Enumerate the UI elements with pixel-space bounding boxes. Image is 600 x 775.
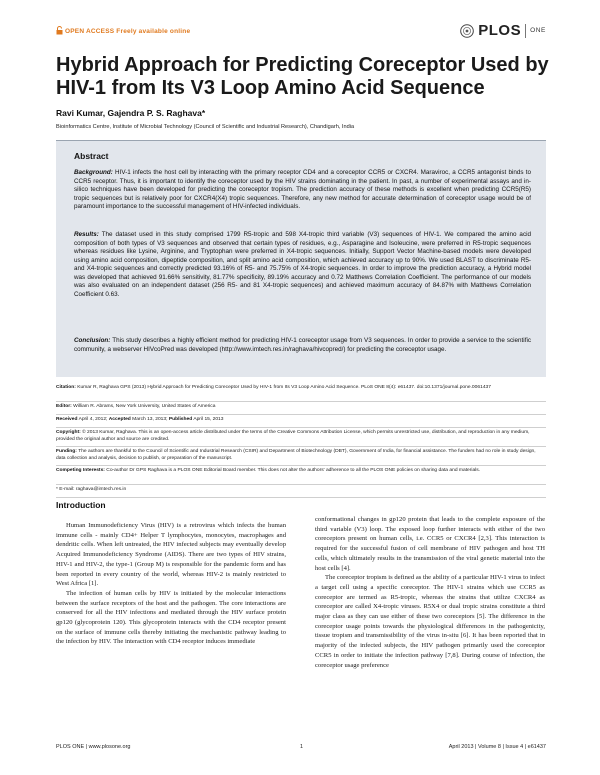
abstract-background: Background: HIV-1 infects the host cell by interacting with the primary receptor CD4 and a coreceptor CCR5 or CXCR4. Maraviroc, a CCR5 antagonist binds to CCR5 receptor. Thus, it is important to identify the coreceptor used by the HIV strains dominating in the patient. In past, a number of experimental assays and in-silico techniques have been developed for predicting the coreceptor tropism. The prediction accuracy of these methods is excellent when predicting CCR5(R5) tropic sequences but is relatively poor for CXCR4(X4) tropic sequences. Therefore, any new method for accurate determination of coreceptor usage would be of paramount importance to the successful management of HIV-infected individuals. (74, 169, 531, 211)
meta-divider (56, 427, 546, 428)
body-column-left (56, 521, 286, 647)
abstract-conclusion: Conclusion: This study describes a highly efficient method for predicting HIV-1 coreceptor usage from V3 sequences. In order to provide a service to the scientific community, a webserver HIVcoPred was developed (http://www.imtech.res.in/raghava/hivcopred/) for predicting the coreceptor usage. (74, 337, 531, 353)
brand-separator (525, 24, 526, 38)
email-line: * E-mail: raghava@imtech.res.in (56, 487, 127, 492)
abstract-box (56, 140, 546, 377)
plos-logo-icon (460, 24, 474, 38)
brand-name: PLOS (478, 22, 522, 39)
meta-divider (56, 497, 546, 498)
open-access-label: OPEN ACCESS Freely available online (56, 26, 190, 35)
open-access-lock-icon (56, 26, 63, 35)
body-paragraph: conformational changes in gp120 protein that leads to the complete exposure of the third variable (V3) loop. The exposed loop further interacts with either of the two coreceptors present on human cells, i.e. CCR5 or CXCR4 [2,3]. This interaction is required for the successful fusion of cell membrane of HIV pathogen and host TH cells, which ultimately results in the transmission of the viral genetic material into the host cells [4]. (315, 516, 545, 572)
plos-one-logo (460, 22, 546, 39)
citation: Citation: Kumar R, Raghava GPS (2013) Hybrid Approach for Predicting Coreceptor Used by HIV-1 from Its V3 Loop Amino Acid Sequence. PLoS ONE 8(4): e61437. doi:10.1371/journal.pone.0061437 (56, 385, 491, 390)
abstract-results: Results: The dataset used in this study comprised 1799 R5-tropic and 598 X4-tropic third variable (V3) sequences of HIV-1. We compared the amino acid composition of both types of V3 sequences and observed that certain types of residues, e.g., Asparagine and Isoleucine, were preferred in R5-tropic sequences whereas residues like Lysine, Arginine, and Tryptophan were preferred in X4-tropic sequences. Initially, Support Vector Machine-based models were developed using amino acid composition, dipeptide composition, and split amino acid composition, which achieved accuracy up to 90%. We used BLAST to discriminate R5- and X4-tropic sequences and correctly predicted 93.16% of R5- and 75.75% of X4-tropic sequences. In order to improve the prediction accuracy, a Hybrid model was developed that achieved 91.66% sensitivity, 81.77% specificity, 89.19% accuracy and 0.72 Matthews Correlation Coefficient. The performance of our models was also evaluated on an independent dataset (256 R5- and 81 X4-tropic sequences) and achieved maximum accuracy of 84.87% with Matthews Correlation Coefficient 0.63. (74, 231, 531, 298)
abstract-heading: Abstract (74, 151, 109, 161)
dates-line: Received April 4, 2012; Accepted March 13, 2013; Published April 15, 2013 (56, 417, 224, 422)
copyright-line: Copyright: © 2013 Kumar, Raghava. This is an open-access article distributed under the terms of the Creative Commons Attribution License, which permits unrestricted use, distribution, and reproduction in any medium, provided the original author and source are credited. (56, 430, 530, 442)
body-paragraph: Human Immunodeficiency Virus (HIV) is a retrovirus which infects the human immune cells - mainly CD4+ Helper T lymphocytes, monocytes, macrophages and dendritic cells. When left untreated, the HIV infected subjects may eventually develop Acquired Immunodeficiency Syndrome (AIDS). There are two types of HIV strains, HIV-1 and HIV-2, the type-1 (Group M) is responsible for the pandemic form and has been reported in every country of the world, whereas HIV-2 is mainly restricted to West Africa [1]. (56, 522, 286, 588)
meta-divider (56, 446, 546, 447)
competing-interests-line: Competing Interests: Co-author Dr GPS Raghava is a PLOS ONE Editorial Board member. This does not alter the authors' adherence to all the PLOS ONE policies on sharing data and materials. (56, 468, 481, 473)
author-list: Ravi Kumar, Gajendra P. S. Raghava* (56, 108, 206, 118)
meta-divider (56, 414, 546, 415)
brand-subtitle: ONE (530, 27, 546, 34)
footer-journal: PLOS ONE | www.plosone.org (56, 744, 131, 750)
body-column-right (315, 515, 545, 670)
body-paragraph: The infection of human cells by HIV is initiated by the molecular interactions between the surface receptors of the host and the pathogen. The core interactions are conserved for all the HIV infections and mediated through the HIV surface protein gp120 (glycoprotein 120). This glycoprotein interacts with the CD4 receptor present on the surface of immune cells thereby initiating the mechanistic pathway leading to the infection by HIV. The interaction with CD4 receptor induces immediate (56, 589, 286, 646)
meta-divider (56, 484, 546, 485)
journal-header (56, 24, 546, 40)
article-title: Hybrid Approach for Predicting Coreceptor Used by HIV-1 from Its V3 Loop Amino Acid Sequence (56, 54, 549, 99)
footer-issue: April 2013 | Volume 8 | Issue 4 | e61437 (448, 744, 546, 750)
body-paragraph: The coreceptor tropism is defined as the ability of a particular HIV-1 virus to infect a target cell using a specific coreceptor. The HIV-1 strains which use CCR5 as coreceptor are termed as R5-tropic, whereas the strains that utilize CXCR4 as coreceptor are called X4-tropic viruses. R5X4 or dual tropic strains constitute a third major class as they can use either of these two coreceptors [5]. The difference in the coreceptor usage points towards the physiological differences in the pathogenicity, tissue tropism and transmissibility of the virus in-situ [6]. It has been reported that in majority of the infected subjects, the HIV pathogen primarily used the coreceptor CCR5 in order to initiate the infection pathway [7,8]. During course of infection, the coreceptor usage preference (315, 574, 545, 669)
introduction-heading: Introduction (56, 500, 106, 510)
editor-line: Editor: William R. Abrams, New York University, United States of America (56, 404, 216, 409)
meta-divider (56, 401, 546, 402)
page-number: 1 (300, 744, 304, 750)
meta-divider (56, 465, 546, 466)
affiliation: Bioinformatics Centre, Institute of Microbial Technology (Council of Scientific and Industrial Research), Chandigarh, India (56, 124, 355, 130)
funding-line: Funding: The authors are thankful to the Council of Scientific and Industrial Research (CSIR) and Department of Biotechnology (DBT), Government of India, for financial assistance. The funders had no role in study design, data collection and analysis, decision to publish, or preparation of the manuscript. (56, 449, 536, 461)
